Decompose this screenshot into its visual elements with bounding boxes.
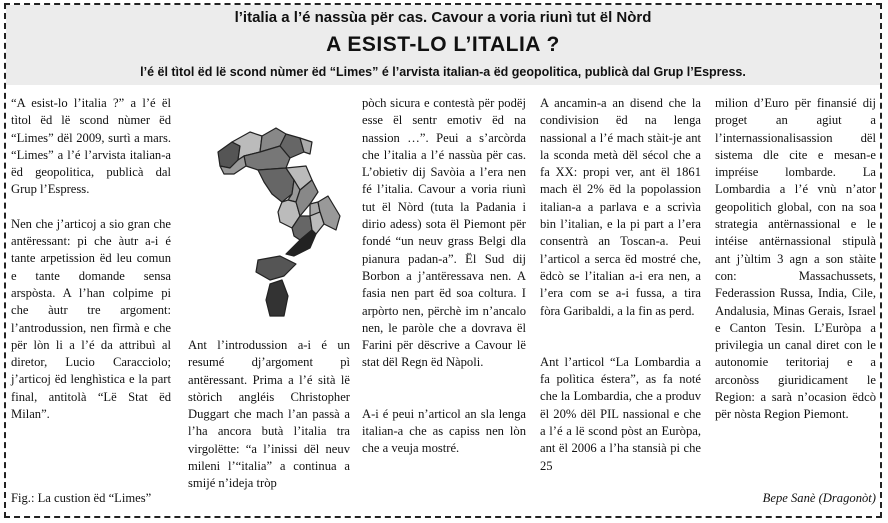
column-2 [188, 337, 350, 493]
paragraph: Ant l’articol “La Lombardia a fa polìtica éstera”, as fa noté che la Lombardia, che a produv ël 20% dël PIL nassional e che a l’é a lë scond pòst an Euròpa, ant ël 2006 a l’ha stansià pi che 25 [540, 354, 701, 473]
author-signature: Bepe Sanè (Dragonòt) [762, 491, 876, 505]
paragraph: pòch sicura e contestà për podëj esse ël sentr emotiv ëd na nassion …”. Peui a s’arcòrda che l’italia a l’é nassùa për cas. L’obietiv dij Savòia a l’era nen fé l’italia. Cavour a voria riunì tut ël Nòrd (tuta la Padania i dirio adess) sota ël Piemont për fondé “un neuv grass Belgi dla pianura padan-a”. Ël Sud dij Borbon a j’antëressava nen. A fasia nen part ëd soa coltura. I arpòrto nen, përchè im n’ancalo nen, le paròle che a dovrava ël Farini për dëscrive a Cavour lë stat dël Regn ëd Nàpoli. [362, 96, 526, 370]
paragraph: milion d’Euro për finansié dij proget an agiut a l’internassionalisassion dël sistema dle cite e mesan-e impréise lombarde. La Lombardia a l’é vnù n’ator geopolitich global, con na soa strategia antërnassional e le intéise antërnassional stipulà ant j’ùltim 3 agn a son stàite con: Massachussets, Federassion Russa, India, Cile, Andalusia, Minas Gerais, Israel e Canton Tesin. L’Euròpa a privilegia un canal diret con le autonomie teritoriaj e a arconòss giuridicament le Region: a sarà n’ocasion ëdcò për nòsta Region Piemont. [715, 96, 876, 422]
sardegna-region [266, 280, 288, 316]
kicker: l’italia a l’é nassùa për cas. Cavour a voria riunì tut ël Nòrd [234, 9, 652, 26]
sicilia-region [256, 256, 296, 280]
column-1 [11, 95, 171, 423]
paragraph: Nen che j’articoj a sio gran che antëressant: pi che àutr a-i é tante arpetission ëd leu comun e tante domande sensa arspòsta. A l’han colpime pi che àutr tre argoment: l’antrodussion, nen fìrmà e che për lòn li a l’é da attribuì al diretor, Lucio Caracciolo; j’articoj ëd lenghìstica e la part final, antitolà “Lë Stat ëd Milan”. [11, 216, 171, 422]
toscana-region [258, 168, 294, 202]
paragraph: Ant l’introdussion a-i é un resumé dj’argoment pì antëressant. Prima a l’é sità lë stòrich angléis Christopher Duggart che mach l’an passà a l’ha ancora butà l’italia tra virgolëtte: “a l’inissi dël neuv mileni l’“italia” a continua a smijé n’ideja tròp [188, 338, 350, 491]
article-title: A ESIST-LO L’ITALIA ? [326, 33, 560, 56]
column-4 [540, 95, 701, 475]
column-5 [715, 95, 876, 424]
paragraph: “A esist-lo l’italia ?” a l’é ël tìtol ëd lë scond nùmer ëd “Limes” dël 2009, surtì a mars. “Limes” a l’é l’arvista italian-a ëd geopolitica, publicà dal Grup l’Espress. [11, 96, 171, 197]
paragraph: A-i é peui n’articol an sla lenga italian-a che as capiss nen lòn che a veuja mostré. [362, 406, 526, 456]
article-header [6, 5, 880, 85]
paragraph: A ancamin-a an disend che la condivision ëd na lenga nassional a l’é mach stàit-je ant la sconda metà dël sécol che a fa XX: propi ver, ant ël 1861 mach ël 2% ëd la popolassion italian-a a parlava e a scrivìa bin l’italian, e la pi part a l’era consentrà an Toscan-a. Peui l’articol a serca ëd mostré che, ëdcò se l’italian a-i era nen, a l’era com se a-i fussa, a tira fòra Garibaldi, a la fin as perd. [540, 96, 701, 318]
italy-question-mark-illustration [200, 120, 350, 320]
column-3 [362, 95, 526, 458]
article-subtitle: l’é ël tìtol ëd lë scond nùmer ëd “Limes” é l’arvista italian-a ëd geopolitica, publicà dal Grup l’Espress. [140, 65, 746, 79]
figure-caption: Fig.: La custion ëd “Limes” [11, 491, 152, 505]
